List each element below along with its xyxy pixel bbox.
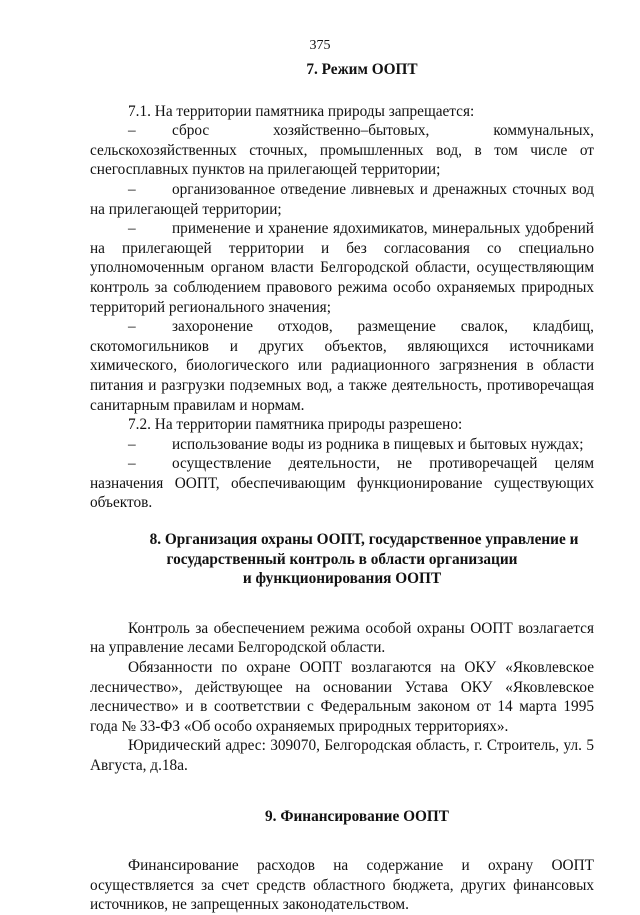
prohibition-item bbox=[90, 219, 594, 317]
section-8-heading-line: 8. Организация охраны ООПТ, государственное управление и bbox=[149, 531, 579, 549]
section-7-heading: 7. Режим ООПТ bbox=[306, 61, 418, 78]
permission-item bbox=[90, 435, 594, 455]
page-number: 375 bbox=[309, 38, 331, 53]
document-body bbox=[90, 60, 594, 915]
permission-item bbox=[90, 454, 594, 513]
legal-address: Юридический адрес: 309070, Белгородская область, г. Строитель, ул. 5 Августа, д.18а. bbox=[90, 737, 594, 774]
prohibition-item-text: организованное отведение ливневых и дренажных сточных вод на прилегающей территории; bbox=[90, 180, 594, 218]
permission-item-text: осуществление деятельности, не противоречащей целям назначения ООПТ, обеспечивающим функционирование существующих объектов. bbox=[90, 455, 594, 512]
prohibition-item bbox=[90, 180, 594, 219]
section-8-paragraph: Контроль за обеспечением режима особой охраны ООПТ возлагается на управление лесами Белгородской области. bbox=[90, 619, 594, 657]
prohibition-item-text: сброс хозяйственно–бытовых, коммунальных, сельскохозяйственных сточных, промышленных вод, в том числе от снегосплавных пунктов на прилегающей территории; bbox=[90, 122, 594, 179]
dash-marker: – bbox=[128, 220, 136, 238]
dash-marker: – bbox=[128, 455, 136, 473]
clause-7-2: 7.2. На территории памятника природы разрешено: bbox=[128, 416, 463, 434]
prohibition-item bbox=[90, 121, 594, 180]
dash-marker: – bbox=[128, 435, 136, 453]
section-8-heading bbox=[90, 530, 594, 589]
prohibition-item-text: применение и хранение ядохимикатов, минеральных удобрений на прилегающей территории и без согласования со специально уполномоченным органом власти Белгородской области, осуществляющим контроль за соблюдением правового режима особо охраняемых природных территорий регионального значения; bbox=[90, 220, 594, 316]
dash-marker: – bbox=[128, 318, 136, 336]
section-8-heading-line: и функционирования ООПТ bbox=[242, 570, 442, 588]
prohibition-item-text: захоронение отходов, размещение свалок, кладбищ, скотомогильников и других объектов, являющихся источниками химического, биологического или радиационного загрязнения в области питания и разгрузки подземных вод, а также деятельность, противоречащая санитарным правилам и нормам. bbox=[90, 318, 594, 414]
dash-marker: – bbox=[128, 122, 136, 140]
permission-item-text: использование воды из родника в пищевых и бытовых нуждах; bbox=[172, 435, 584, 453]
section-8-paragraph: Обязанности по охране ООПТ возлагаются на ОКУ «Яковлевское лесничество», действующее на основании Устава ОКУ «Яковлевское лесничество» и в соответствии с Федеральным законом от 14 марта 1995 года № 33-ФЗ «Об особо охраняемых природных территориях». bbox=[90, 659, 594, 735]
section-9-paragraph: Финансирование расходов на содержание и охрану ООПТ осуществляется за счет средств областного бюджета, других финансовых источников, не запрещенных законодательством. bbox=[90, 857, 594, 914]
clause-7-1: 7.1. На территории памятника природы запрещается: bbox=[128, 102, 475, 120]
section-8-heading-line: государственный контроль в области организации bbox=[166, 550, 518, 568]
prohibition-item bbox=[90, 317, 594, 415]
dash-marker: – bbox=[128, 180, 136, 198]
section-9-heading: 9. Финансирование ООПТ bbox=[265, 807, 449, 825]
